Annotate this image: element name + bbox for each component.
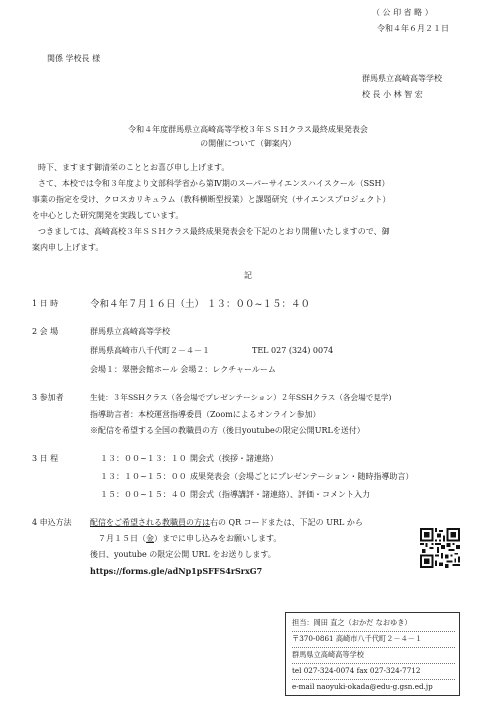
apply-url-link[interactable]: https://forms.gle/adNp1pSFFS4rSrxG7 [90,566,263,576]
apply-line-2 [98,534,281,544]
participants-label: 3 参加者 [32,393,64,402]
contact-person: 担当：岡田 直之（おかだ なおゆき） [292,615,455,632]
greeting: 時下、ますます御清栄のこととお喜び申し上げます。 [38,163,230,172]
apply-deadline-day: 金 [146,534,154,543]
venue-rooms: 会場１：翠巒会館ホール 会場２：レクチャールーム [90,365,276,374]
date-label: 1 日 時 [32,299,59,308]
paragraph-line: つきましては、高崎高校３年ＳＳＨクラス最終成果発表会を下記のとおり開催いたしますので、御 [38,227,390,236]
paragraph-line: さて、本校では令和３年度より文部科学省から第Ⅳ期のスーパーサイエンスハイスクール（SSH） [38,179,390,188]
venue-tel: TEL 027 (324) 0074 [252,346,334,355]
event-date: 令和４年７月１６日（土） １３：００~１５：４０ [90,299,310,310]
sender-principal: 校 長 小 林 智 宏 [362,90,423,99]
issue-date: 令和４年６月２１日 [377,24,449,33]
qr-code-icon[interactable] [420,528,460,568]
seal-omitted-note: （ 公 印 省 略 ） [372,8,433,17]
schedule-time: １５：００~１５：４０ [100,490,187,499]
apply-target-underlined: 配信をご希望される教職員の方は [90,518,210,527]
schedule-event: 閉会式（指導講評・諸連絡）、評価・コメント入力 [190,490,370,499]
contact-email[interactable]: e-mail naoyuki-okada@edu-g.gsn.ed.jp [292,682,433,691]
sender-school: 群馬県立高崎高等学校 [362,74,442,83]
schedule-time: １３：１０~１５：００ [100,472,187,481]
contact-tel-fax: tel 027-324-0074 fax 027-324-7712 [292,663,455,680]
apply-instruction: 右の QR コードまたは、下記の URL から [210,518,363,527]
schedule-event: 開会式（挨拶・諸連絡） [190,454,278,463]
apply-line-3: 後日、youtube の限定公開 URL をお送りします。 [90,550,276,559]
apply-label: 4 申込方法 [32,518,72,527]
paragraph-line: 案内申し上げます。 [32,243,104,252]
participants-students: 生徒：３年SSHクラス（各会場でプレゼンテーション）２年SSHクラス（各会場で見学) [90,393,392,402]
apply-deadline-rest: ）までに申し込みをお願いします。 [154,534,282,543]
contact-school: 群馬県立高崎高等学校 [292,647,455,664]
schedule-time: １３：００~１３：１０ [100,454,187,463]
schedule-label: 3 日 程 [32,454,59,463]
ki-heading: 記 [244,271,252,280]
participants-teachers: ※配信を希望する全国の教職員の方（後日youtubeの限定公開URLを送付） [90,426,365,435]
apply-line-1 [90,518,363,528]
recipient: 関係 学校長 様 [47,54,101,63]
document-subtitle: の開催について（御案内） [200,139,296,148]
venue-name: 群馬県立高崎高等学校 [90,327,170,336]
venue-address: 群馬県高崎市八千代町２－４－１ [90,346,210,355]
paragraph-line: 事業の指定を受け、クロスカリキュラム（教科横断型授業）と課題研究（サイエンスプロジェクト） [32,195,391,204]
participants-advisors: 指導助言者：本校運営指導委員（Zoomによるオンライン参加） [90,410,321,419]
contact-postal-address: 〒370-0861 高崎市八千代町２－４－１ [292,631,455,648]
contact-box [285,612,460,696]
paragraph-line: を中心とした研究開発を実践しています。 [32,211,184,220]
apply-deadline: ７月１５日（ [98,534,146,543]
document-title: 令和４年度群馬県立高崎高等学校３年ＳＳＨクラス最終成果発表会 [128,125,368,134]
venue-label: 2 会 場 [32,327,59,336]
schedule-event: 成果発表会（会場ごとにプレゼンテーション・随時指導助言） [190,472,414,481]
